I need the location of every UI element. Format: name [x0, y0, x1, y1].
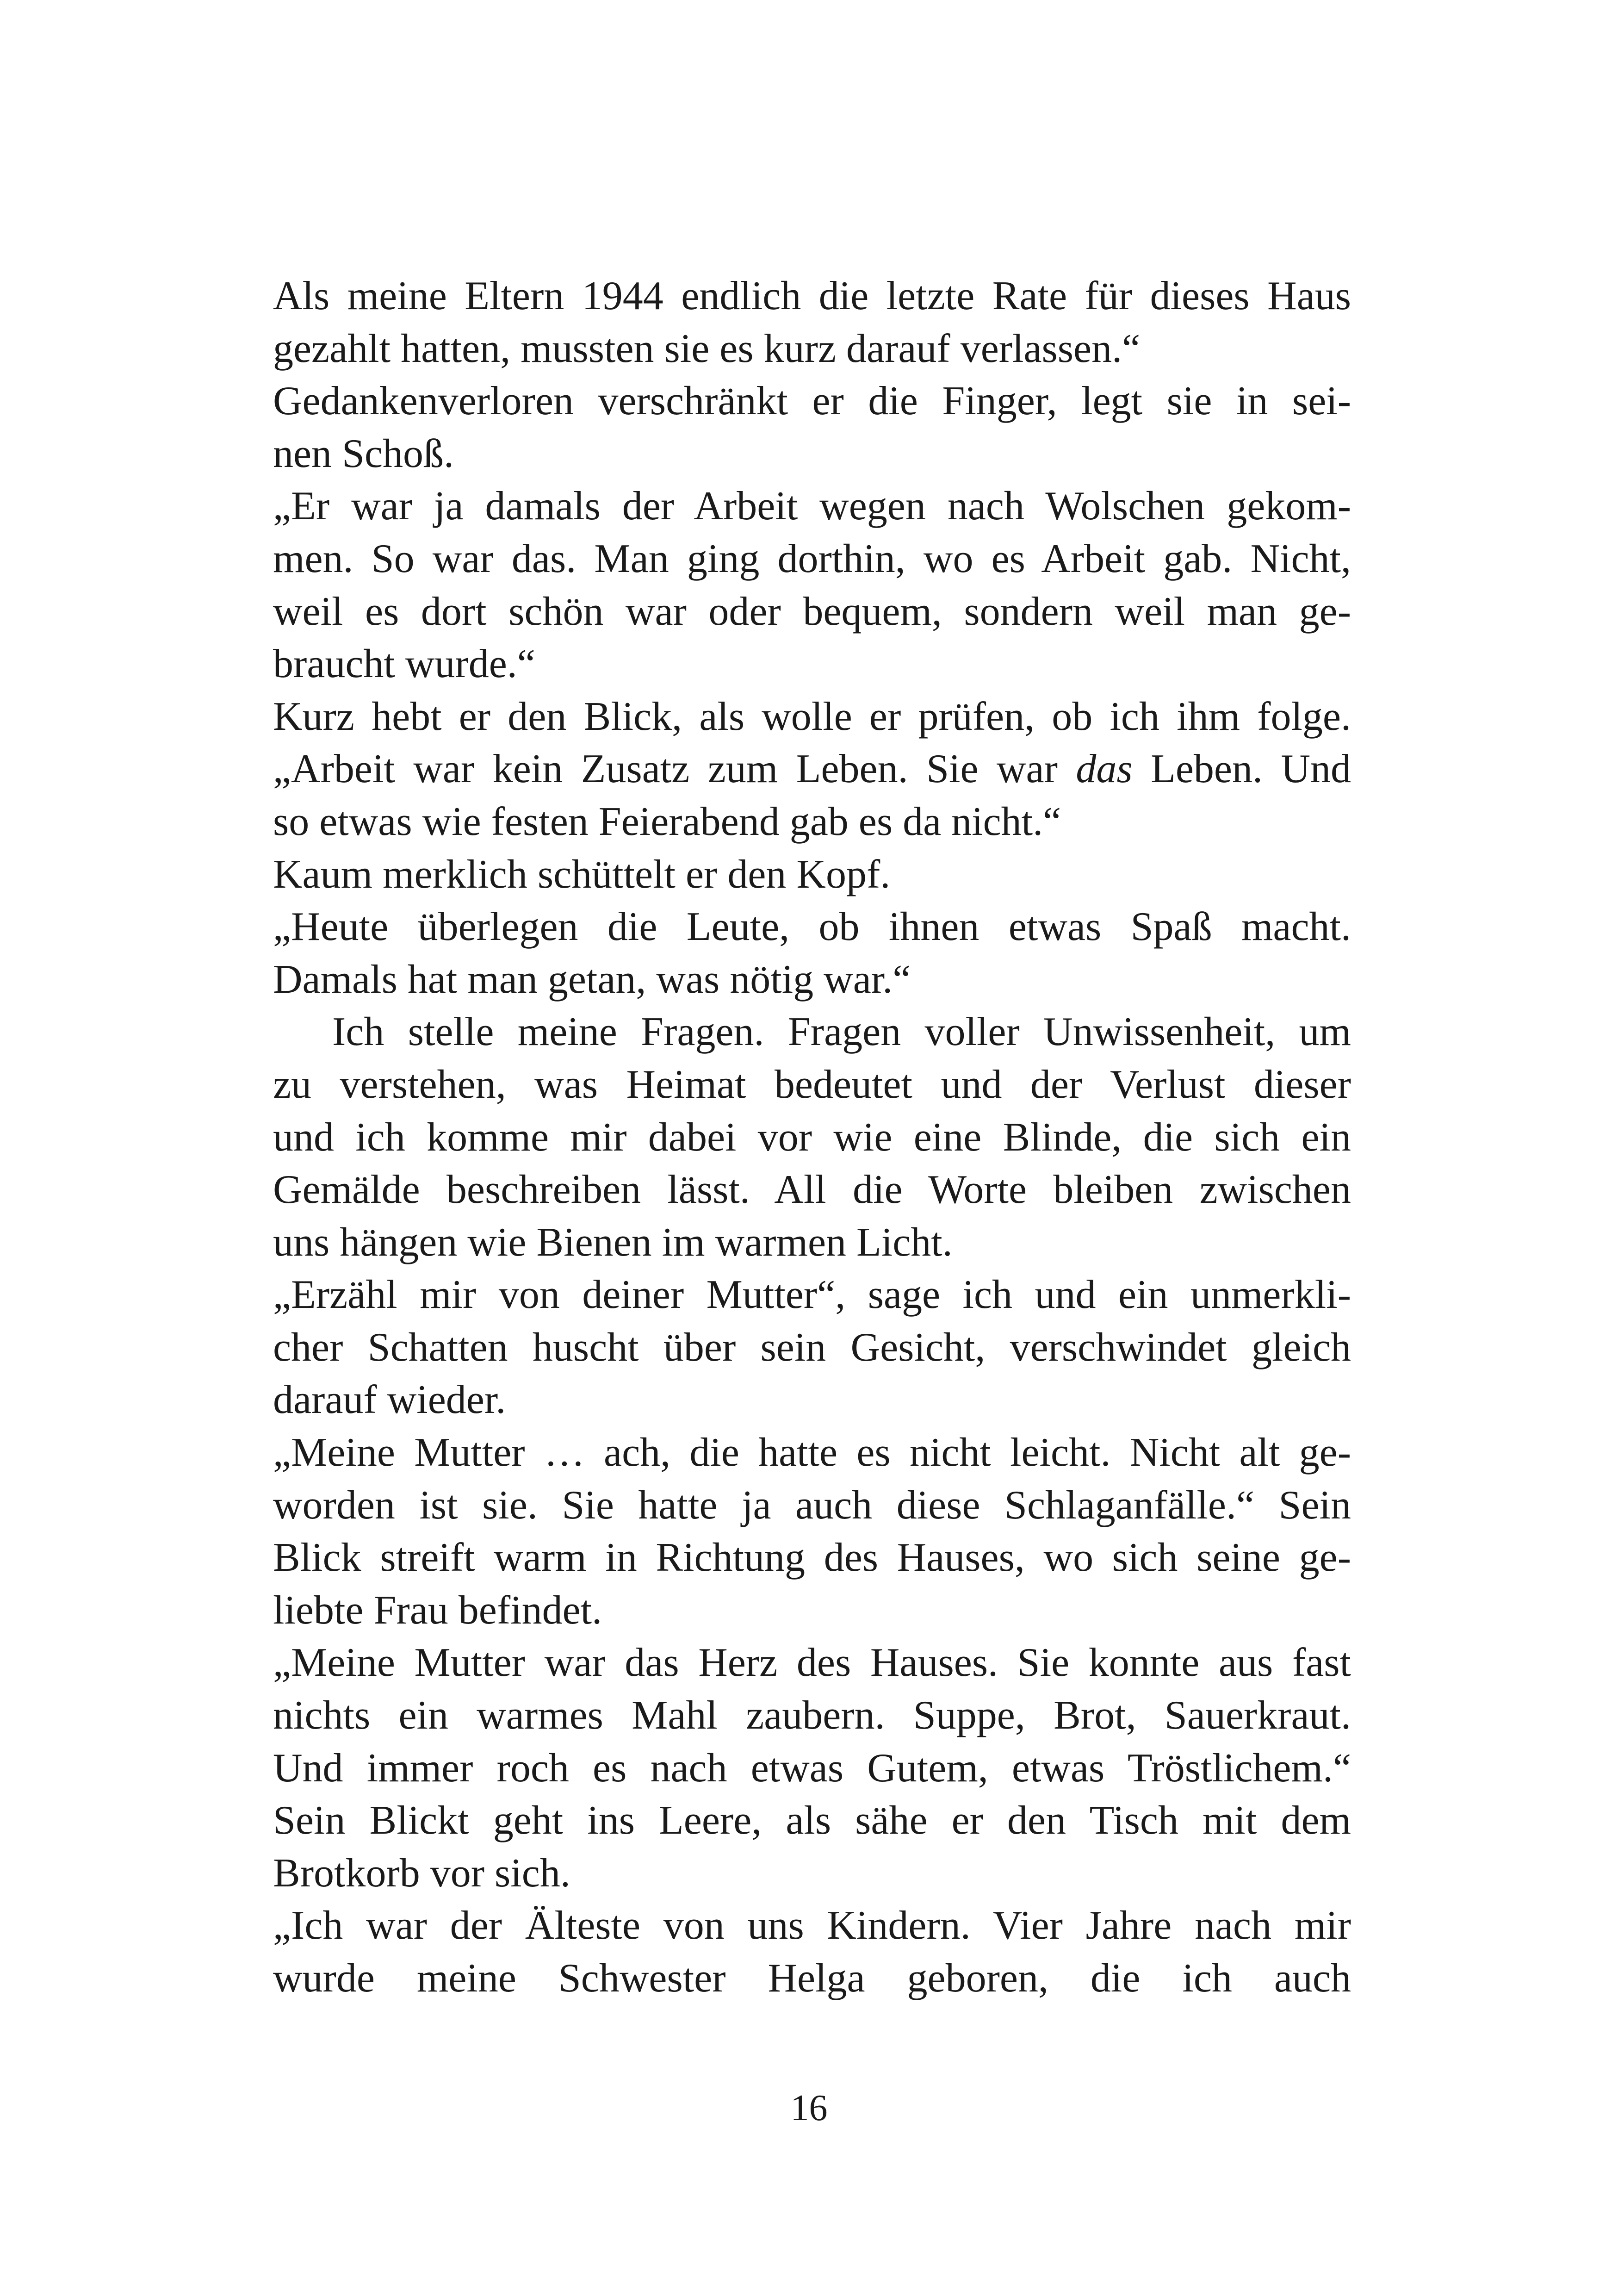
- text-line: men. So war das. Man ging dorthin, wo es Arbeit gab. Nicht,: [273, 536, 1351, 581]
- text-line: „Ich war der Älteste von uns Kindern. Vier Jahre nach mir: [273, 1903, 1351, 1948]
- emphasized-word: das: [1076, 747, 1133, 792]
- text-line: Damals hat man getan, was nötig war.“: [273, 957, 911, 1002]
- text-line: „Er war ja damals der Arbeit wegen nach Wolschen gekom-: [273, 484, 1351, 529]
- text-line: weil es dort schön war oder bequem, sondern weil man ge-: [273, 589, 1351, 634]
- text-line: Als meine Eltern 1944 endlich die letzte Rate für dieses Haus: [273, 274, 1351, 318]
- text-line: nen Schoß.: [273, 431, 454, 476]
- text-line: worden ist sie. Sie hatte ja auch diese Schlaganfälle.“ Sein: [273, 1482, 1351, 1528]
- text-line: „Heute überlegen die Leute, ob ihnen etwas Spaß macht.: [273, 904, 1351, 950]
- text-line: uns hängen wie Bienen im warmen Licht.: [273, 1220, 953, 1265]
- text-line: „Erzähl mir von deiner Mutter“, sage ich und ein unmerkli-: [273, 1272, 1351, 1318]
- page-number: 16: [790, 2088, 828, 2128]
- text-line: Blick streift warm in Richtung des Hauses, wo sich seine ge-: [273, 1535, 1351, 1580]
- text-line: Und immer roch es nach etwas Gutem, etwas Tröstlichem.“: [273, 1745, 1351, 1791]
- text-line: so etwas wie festen Feierabend gab es da nicht.“: [273, 799, 1061, 844]
- text-line: Gedankenverloren verschränkt er die Finger, legt sie in sei-: [273, 379, 1351, 424]
- text-line: Brotkorb vor sich.: [273, 1850, 570, 1896]
- text-line: Sein Blickt geht ins Leere, als sähe er den Tisch mit dem: [273, 1798, 1351, 1843]
- text-line: Kaum merklich schüttelt er den Kopf.: [273, 852, 891, 897]
- paragraph-first-line: Ich stelle meine Fragen. Fragen voller Unwissenheit, um: [332, 1009, 1351, 1055]
- text-segment: „Arbeit war kein Zusatz zum Leben. Sie war: [273, 747, 1076, 792]
- text-line: gezahlt hatten, mussten sie es kurz darauf verlassen.“: [273, 326, 1141, 371]
- text-line: nichts ein warmes Mahl zaubern. Suppe, Brot, Sauerkraut.: [273, 1693, 1351, 1738]
- text-line: „Meine Mutter war das Herz des Hauses. Sie konnte aus fast: [273, 1640, 1351, 1686]
- text-line: cher Schatten huscht über sein Gesicht, verschwindet gleich: [273, 1325, 1351, 1370]
- text-line: braucht wurde.“: [273, 641, 535, 687]
- body-text: [273, 270, 1351, 2005]
- text-line: Kurz hebt er den Blick, als wolle er prüfen, ob ich ihm folge.: [273, 694, 1351, 739]
- text-line: zu verstehen, was Heimat bedeutet und der Verlust dieser: [273, 1062, 1351, 1107]
- text-line: liebte Frau befindet.: [273, 1587, 602, 1633]
- text-line: „Meine Mutter … ach, die hatte es nicht leicht. Nicht alt ge-: [273, 1430, 1351, 1475]
- text-line: Gemälde beschreiben lässt. All die Worte bleiben zwischen: [273, 1167, 1351, 1213]
- text-line-with-emphasis: [273, 743, 1351, 796]
- text-line: darauf wieder.: [273, 1377, 506, 1423]
- text-segment: Leben. Und: [1132, 747, 1351, 792]
- text-line: wurde meine Schwester Helga geboren, die ich auch: [273, 1956, 1351, 2001]
- text-line: und ich komme mir dabei vor wie eine Blinde, die sich ein: [273, 1114, 1351, 1160]
